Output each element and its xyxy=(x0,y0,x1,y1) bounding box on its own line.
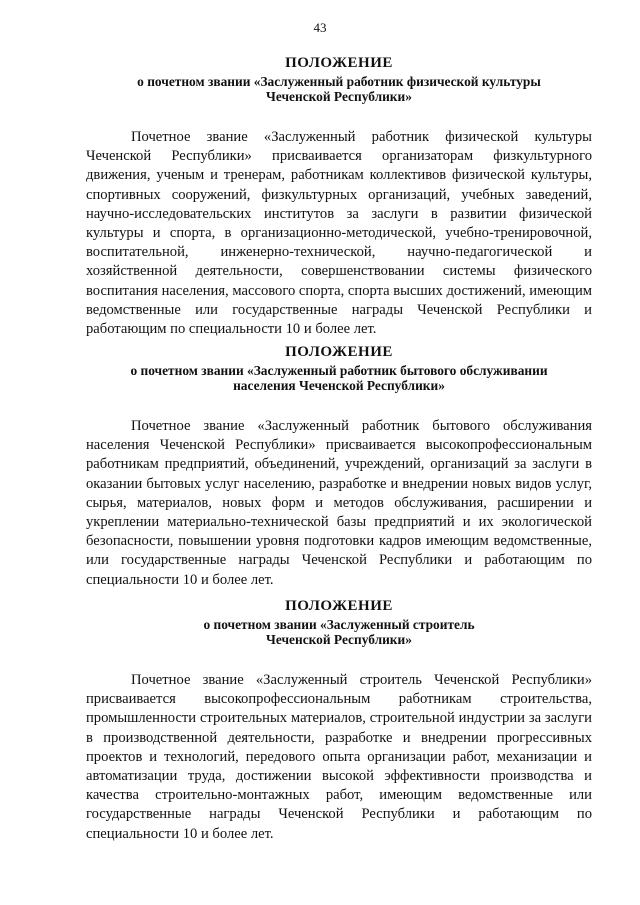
section-title: ПОЛОЖЕНИЕ xyxy=(285,55,393,71)
section-subtitle: о почетном звании «Заслуженный работник физической культуры Чеченской Республики» xyxy=(137,74,541,104)
section-title: ПОЛОЖЕНИЕ xyxy=(285,344,393,360)
section-honored-builder xyxy=(86,597,592,844)
section-subtitle: о почетном звании «Заслуженный работник бытового обслуживании населения Чеченской Республики» xyxy=(130,363,548,393)
section-subtitle: о почетном звании «Заслуженный строитель Чеченской Республики» xyxy=(203,617,475,647)
section-honored-physical-culture-worker xyxy=(86,54,592,339)
section-honored-consumer-services-worker xyxy=(86,343,592,590)
page-number: 43 xyxy=(313,20,327,35)
section-title: ПОЛОЖЕНИЕ xyxy=(285,598,393,614)
section-body: Почетное звание «Заслуженный строитель Чеченской Республики» присваивается высокопрофессиональным работникам строительства, промышленности строительных материалов, строительной индустрии за заслуги в производственной деятельности, разработке и внедрении прогрессивных проектов и технологий, передового опыта организации работ, механизации и автоматизации труда, достижении высокой эффективности производства и качества строительно-монтажных работ, имеющим ведомственные или государственные награды Чеченской Республики и работающим по специальности 10 и более лет. xyxy=(86,672,592,842)
section-body: Почетное звание «Заслуженный работник бытового обслуживания населения Чеченской Республики» присваивается высокопрофессиональным работникам предприятий, объединений, учреждений, организаций за заслуги в оказании бытовых услуг населению, разработке и внедрении новых видов услуг, сырья, материалов, новых форм и методов обслуживания, расширении и укреплении материально-технической базы предприятий и их экологической безопасности, повышении уровня подготовки кадров имеющим ведомственные, или государственные награды Чеченской Республики и работающим по специальности 10 и более лет. xyxy=(86,418,592,588)
section-body: Почетное звание «Заслуженный работник физической культуры Чеченской Республики» присваивается организаторам физкультурного движения, ученым и тренерам, работникам коллективов физической культуры, спортивных сооружений, физкультурных организаций, учебных заведений, научно-исследовательских институтов за заслуги в развитии физической культуры и спорта, в организационно-методической, учебно-тренировочной, воспитательной, инженерно-технической, научно-педагогической и хозяйственной деятельности, совершенствовании системы физического воспитания населения, массового спорта, спорта высших достижений, имеющим ведомственные или государственные награды Чеченской Республики и работающим по специальности 10 и более лет. xyxy=(86,129,592,338)
